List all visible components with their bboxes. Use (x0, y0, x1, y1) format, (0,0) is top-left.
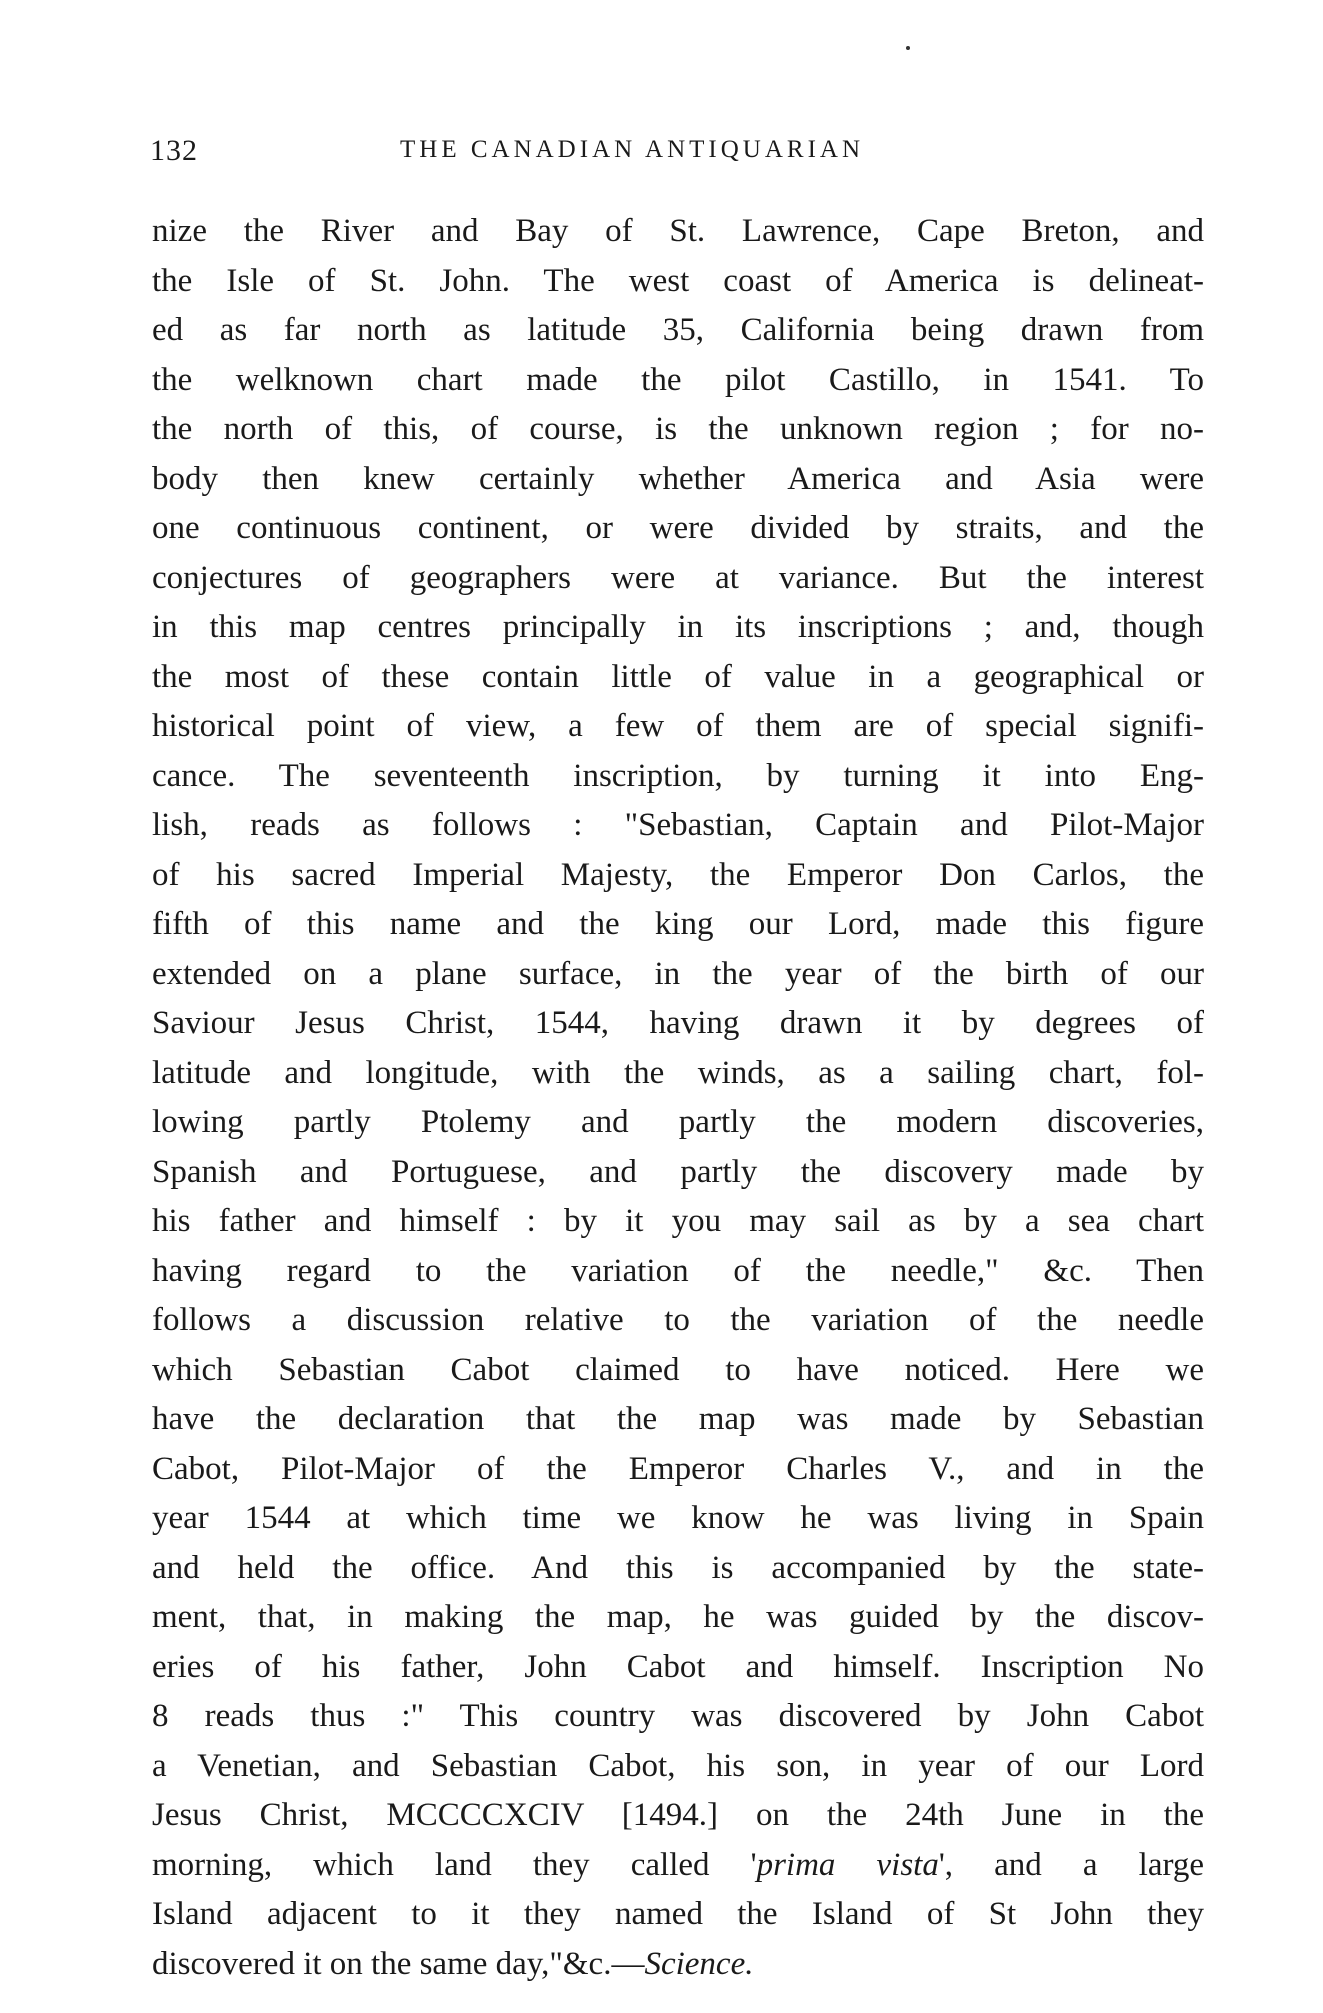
running-title: THE CANADIAN ANTIQUARIAN (400, 136, 865, 163)
text-run: 8 reads thus :" This country was discovered by John Cabot (152, 1698, 1204, 1734)
text-run: morning, which land they called ' (152, 1846, 757, 1883)
text-line: having regard to the variation of the needle," &c. Then (152, 1252, 1204, 1289)
italic-phrase: prima vista (756, 1846, 939, 1883)
text-line: of his sacred Imperial Majesty, the Emperor Don Carlos, the (152, 856, 1204, 893)
scan-speck (906, 46, 910, 50)
text-line: latitude and longitude, with the winds, as a sailing chart, fol- (152, 1054, 1204, 1091)
text-line: Saviour Jesus Christ, 1544, having drawn it by degrees of (152, 1005, 1204, 1041)
text-line: nize the River and Bay of St. Lawrence, Cape Breton, and (152, 213, 1204, 249)
text-line: ed as far north as latitude 35, California being drawn from (152, 312, 1204, 348)
text-line: cance. The seventeenth inscription, by turning it into Eng- (152, 757, 1204, 794)
text-line: his father and himself : by it you may sail as by a sea chart (152, 1203, 1204, 1239)
text-run: discovered it on the same day,"&c.— (152, 1945, 645, 1982)
text-run: Jesus Christ, MCCCCXCIV [1494.] on the 24th June in the (152, 1797, 1204, 1833)
text-line (152, 1890, 1204, 1940)
text-line: conjectures of geographers were at variance. But the interest (152, 559, 1204, 596)
text-line (152, 1841, 1204, 1891)
text-line (152, 1742, 1204, 1792)
text-line: body then knew certainly whether America and Asia were (152, 460, 1204, 497)
text-line (152, 1791, 1204, 1841)
text-line: have the declaration that the map was made by Sebastian (152, 1401, 1204, 1437)
text-line: historical point of view, a few of them are of special signifi- (152, 708, 1204, 744)
text-line: in this map centres principally in its inscriptions ; and, though (152, 609, 1204, 645)
text-line: the Isle of St. John. The west coast of America is delineat- (152, 262, 1204, 299)
text-run: ', and a large (938, 1846, 1204, 1883)
running-head (150, 134, 1190, 174)
text-line: follows a discussion relative to the variation of the needle (152, 1302, 1204, 1338)
text-line-final (152, 1940, 1204, 1990)
text-line: the most of these contain little of value in a geographical or (152, 658, 1204, 695)
text-line: year 1544 at which time we know he was living in Spain (152, 1500, 1204, 1536)
text-line: the welknown chart made the pilot Castillo, in 1541. To (152, 361, 1204, 398)
text-line: which Sebastian Cabot claimed to have noticed. Here we (152, 1351, 1204, 1388)
text-line: Cabot, Pilot-Major of the Emperor Charles V., and in the (152, 1450, 1204, 1487)
text-line: Spanish and Portuguese, and partly the discovery made by (152, 1153, 1204, 1190)
body-text (152, 207, 1204, 1989)
text-run: a Venetian, and Sebastian Cabot, his son, in year of our Lord (152, 1747, 1204, 1784)
text-line: ment, that, in making the map, he was guided by the discov- (152, 1599, 1204, 1635)
text-line: one continuous continent, or were divided by straits, and the (152, 510, 1204, 546)
text-line: and held the office. And this is accompanied by the state- (152, 1549, 1204, 1586)
text-run: Island adjacent to it they named the Island of St John they (152, 1896, 1204, 1932)
text-line (152, 1692, 1204, 1742)
text-line: lish, reads as follows : "Sebastian, Captain and Pilot-Major (152, 807, 1204, 843)
page-number: 132 (150, 134, 198, 167)
text-line: extended on a plane surface, in the year of the birth of our (152, 955, 1204, 992)
text-line: eries of his father, John Cabot and himself. Inscription No (152, 1648, 1204, 1685)
text-line: the north of this, of course, is the unknown region ; for no- (152, 411, 1204, 447)
source-citation: Science. (644, 1945, 754, 1982)
text-line: lowing partly Ptolemy and partly the modern discoveries, (152, 1104, 1204, 1140)
text-line: fifth of this name and the king our Lord, made this figure (152, 906, 1204, 942)
